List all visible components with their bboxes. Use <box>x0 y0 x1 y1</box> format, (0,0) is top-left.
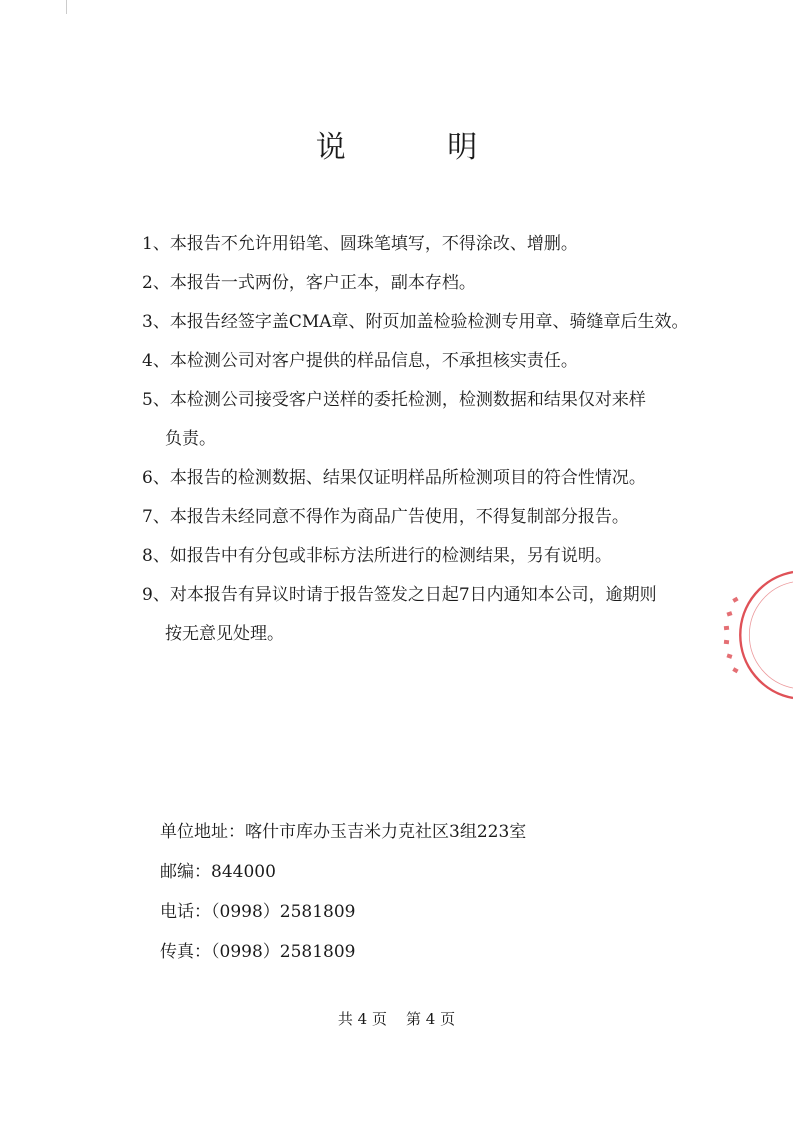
item-text: 本报告的检测数据、结果仅证明样品所检测项目的符合性情况。 <box>169 468 646 488</box>
list-item <box>142 342 702 381</box>
item-number: 1、 <box>142 234 170 254</box>
item-number: 9、 <box>142 585 170 605</box>
list-item <box>142 381 702 459</box>
item-text: 本检测公司接受客户送样的委托检测，检测数据和结果仅对来样 <box>169 390 646 410</box>
scan-mark <box>66 0 73 14</box>
list-item <box>142 459 702 498</box>
contact-info <box>160 812 526 972</box>
address-label: 单位地址： <box>160 822 245 842</box>
phone-label: 电话： <box>160 902 211 922</box>
item-text: 本报告未经同意不得作为商品广告使用，不得复制部分报告。 <box>169 507 629 527</box>
list-item <box>142 303 702 342</box>
postcode-label: 邮编： <box>160 862 211 882</box>
item-number: 4、 <box>142 351 170 371</box>
list-item <box>142 537 702 576</box>
phone-row <box>160 892 526 932</box>
item-number: 8、 <box>142 546 170 566</box>
item-text: 本报告一式两份，客户正本，副本存档。 <box>169 273 476 293</box>
item-continuation: 负责。 <box>165 429 216 449</box>
postcode-row <box>160 852 526 892</box>
item-number: 3、 <box>142 312 170 332</box>
fax-value: （0998）2581809 <box>211 942 356 962</box>
item-text: 本检测公司对客户提供的样品信息，不承担核实责任。 <box>169 351 578 371</box>
fax-label: 传真： <box>160 942 211 962</box>
notes-list <box>142 225 702 654</box>
item-number: 7、 <box>142 507 170 527</box>
page-title: 说 明 <box>315 130 524 165</box>
item-text: 对本报告有异议时请于报告签发之日起7日内通知本公司，逾期则 <box>169 585 657 605</box>
list-item <box>142 264 702 303</box>
item-text: 本报告经签字盖CMA章、附页加盖检验检测专用章、骑缝章后生效。 <box>169 312 689 332</box>
item-number: 5、 <box>142 390 170 410</box>
address-row <box>160 812 526 852</box>
item-number: 6、 <box>142 468 170 488</box>
page-current: 第 4 页 <box>406 1010 456 1028</box>
phone-value: （0998）2581809 <box>211 902 356 922</box>
postcode-value: 844000 <box>211 862 276 882</box>
page-footer <box>0 1008 793 1029</box>
item-number: 2、 <box>142 273 170 293</box>
item-text: 如报告中有分包或非标方法所进行的检测结果，另有说明。 <box>169 546 612 566</box>
item-text: 本报告不允许用铅笔、圆珠笔填写，不得涂改、增删。 <box>169 234 578 254</box>
list-item <box>142 498 702 537</box>
list-item <box>142 576 702 654</box>
list-item <box>142 225 702 264</box>
fax-row <box>160 932 526 972</box>
address-value: 喀什市库办玉吉米力克社区3组223室 <box>245 822 527 842</box>
item-continuation: 按无意见处理。 <box>165 624 284 644</box>
page-total: 共 4 页 <box>337 1010 387 1028</box>
partial-red-seal-icon <box>703 570 793 700</box>
